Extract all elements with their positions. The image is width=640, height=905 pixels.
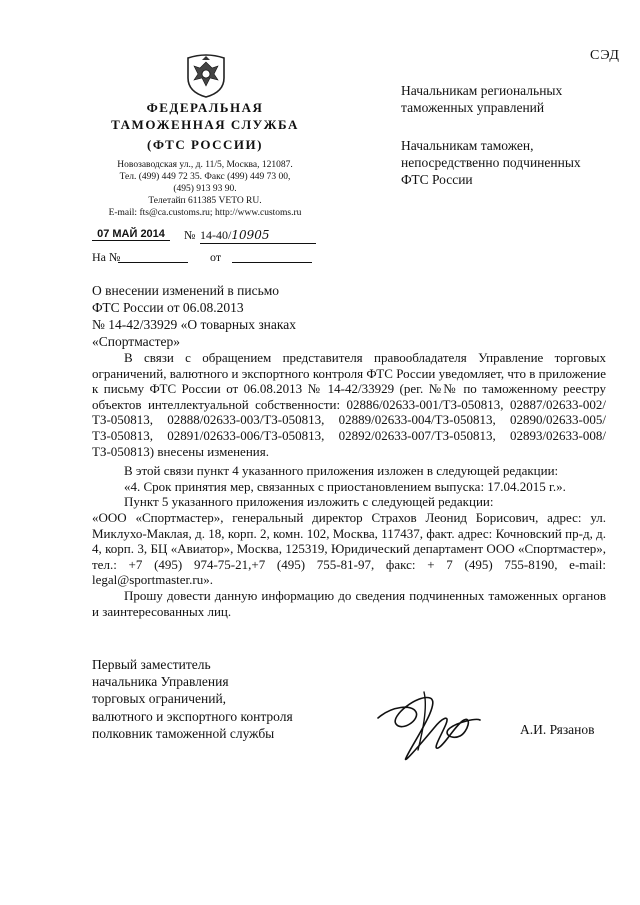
- org-address-line-2: Тел. (499) 449 72 35. Факс (499) 449 73 00,: [119, 172, 291, 182]
- org-name-line-2: ТАМОЖЕННАЯ СЛУЖБА: [111, 117, 299, 132]
- body-paragraph-item4-intro: В этой связи пункт 4 указанного приложения изложен в следующей редакции:: [124, 463, 559, 479]
- org-address-line-5: E-mail: fts@ca.customs.ru; http://www.customs.ru: [108, 208, 302, 218]
- org-name-line-3: (ФТС РОССИИ): [147, 137, 263, 152]
- registration-number: [200, 228, 316, 244]
- addressee-line: непосредственно подчиненных: [401, 155, 581, 170]
- body-paragraph-item5-intro: Пункт 5 указанного приложения изложить с следующей редакции:: [124, 494, 494, 510]
- coat-of-arms-emblem: [184, 50, 228, 98]
- addressee-block-2: [401, 137, 581, 188]
- signer-title-line: торговых ограничений,: [92, 691, 227, 707]
- signer-title: [92, 656, 293, 742]
- reference-number-blank: [118, 262, 188, 263]
- addressee-line: таможенных управлений: [401, 100, 545, 115]
- org-address-line-4: Телетайп 611385 VETO RU.: [148, 196, 262, 206]
- body-paragraph-notice: В связи с обращением представителя правообладателя Управление торговых ограничений, валютного и экспортного контроля ФТС России уведомляет, что в приложение к письму ФТС России от 06.08.2013 № 14-42/33929 (рег. №№ по таможенному реестру объектов интеллектуальной собственности: 02886/02633-001/ТЗ-050813, 02887/02633-002/ТЗ-050813, 02888/02633-003/ТЗ-050813, 02889/02633-004/ТЗ-050813, 02890/02633-005/ТЗ-050813, 02891/02633-006/ТЗ-050813, 02892/02633-007/ТЗ-050813, 02893/02633-008/ТЗ-050813) внесены изменения.: [92, 350, 606, 459]
- registration-number-handwritten: 10905: [231, 228, 270, 242]
- addressee-block-1: [401, 82, 562, 116]
- letter-subject: [92, 282, 342, 350]
- signer-title-line: валютного и экспортного контроля: [92, 708, 293, 724]
- reference-line: [92, 250, 317, 268]
- subject-line: О внесении изменений в письмо: [92, 283, 280, 298]
- letter-body: [92, 350, 606, 619]
- subject-line: ФТС России от 06.08.2013: [92, 300, 244, 315]
- body-paragraph-item5-text: «ООО «Спортмастер», генеральный директор Страхов Леонид Борисович, адрес: ул. Миклухо-Маклая, д. 18, корп. 2, комн. 102, Москва, 117437, факт. адрес: Кочновский пр-д, д. 4, корп. 3, БЦ «Авиатор», Москва, 125319, Юридический департамент ООО «Спортмастер», тел.: +7 (495) 974-75-21,+7 (495) 755-81-97, факс: + 7 (495) 755-8190, e-mail: legal@sportmaster.ru».: [92, 509, 606, 588]
- org-name-line-1: ФЕДЕРАЛЬНАЯ: [146, 100, 264, 115]
- signer-title-line: Первый заместитель: [92, 657, 211, 672]
- registration-date: 07 МАЙ 2014: [92, 228, 170, 241]
- registration-number-label: №: [184, 228, 196, 242]
- registration-number-printed: 14-40/: [200, 228, 232, 242]
- reference-date-label: от: [210, 250, 222, 264]
- org-address-line-1: Новозаводская ул., д. 11/5, Москва, 121087.: [117, 160, 293, 170]
- addressee-line: Начальникам таможен,: [401, 138, 534, 153]
- signer-title-line: полковник таможенной службы: [92, 725, 275, 741]
- body-paragraph-request: Прошу довести данную информацию до сведения подчиненных таможенных органов и заинтересованных лиц.: [92, 587, 606, 619]
- addressee-line: ФТС России: [401, 172, 473, 187]
- registration-line: [92, 226, 317, 246]
- org-address-line-3: (495) 913 93 90.: [173, 184, 237, 194]
- handwritten-signature: [372, 684, 484, 766]
- document-system-mark: СЭД: [590, 48, 620, 63]
- addressee-line: Начальникам региональных: [401, 83, 563, 98]
- signer-title-line: начальника Управления: [92, 674, 229, 690]
- reference-date-blank: [232, 262, 312, 263]
- signer-name: А.И. Рязанов: [520, 722, 595, 737]
- reference-number-label: На №: [92, 250, 121, 264]
- body-paragraph-item4-text: «4. Срок принятия мер, связанных с приостановлением выпуска: 17.04.2015 г.».: [124, 478, 566, 494]
- subject-line: «Спортмастер»: [92, 334, 181, 349]
- subject-line: № 14-42/33929 «О товарных знаках: [92, 317, 296, 332]
